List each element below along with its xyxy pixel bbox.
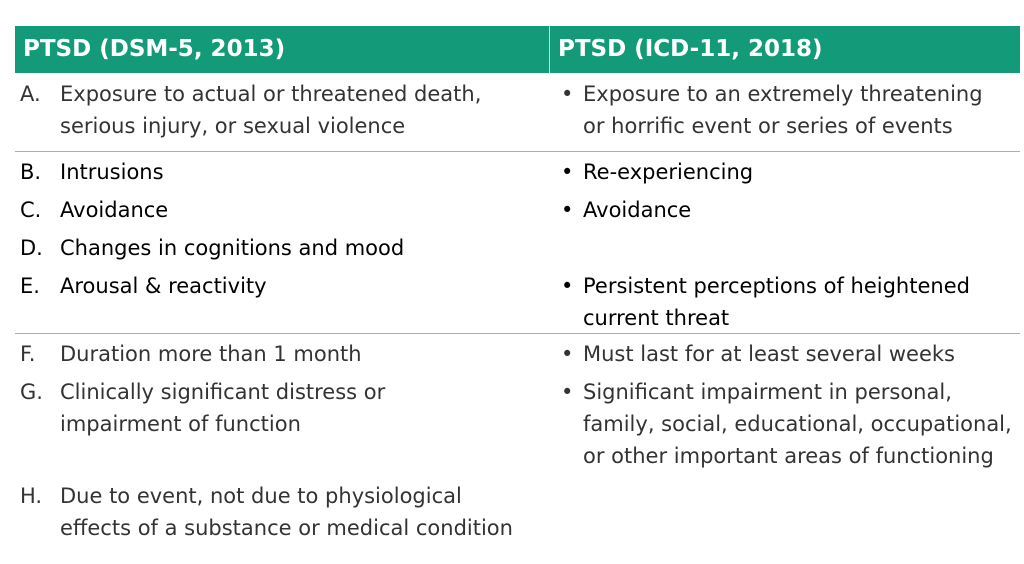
criterion-text: Intrusions	[60, 160, 164, 184]
criterion-text: Significant impairment in personal, family, social, educational, occupational, or other important areas of functioning	[583, 380, 1012, 468]
criterion-text: Exposure to actual or threatened death, serious injury, or sexual violence	[60, 82, 482, 138]
criterion-item	[555, 338, 1020, 370]
bullet-marker: •	[561, 82, 574, 106]
dsm5-column	[15, 78, 551, 151]
criterion-text: Exposure to an extremely threatening or horrific event or series of events	[583, 82, 983, 138]
bullet-marker: •	[561, 198, 574, 222]
bullet-marker: •	[561, 380, 574, 404]
criterion-text: Re-experiencing	[583, 160, 754, 184]
criteria-section-duration	[15, 334, 1020, 544]
criterion-text: Due to event, not due to physiological effects of a substance or medical condition	[60, 484, 513, 540]
criterion-text: Duration more than 1 month	[60, 342, 362, 366]
criterion-text: Persistent perceptions of heightened current threat	[583, 274, 970, 330]
criteria-section-symptoms	[15, 152, 1020, 334]
criterion-marker: E.	[20, 274, 40, 298]
dsm5-column-header: PTSD (DSM-5, 2013)	[15, 26, 550, 73]
criterion-marker: A.	[20, 82, 41, 106]
icd11-column-header: PTSD (ICD-11, 2018)	[558, 36, 823, 62]
criterion-marker: B.	[20, 160, 42, 184]
criterion-text: Must last for at least several weeks	[583, 342, 955, 366]
bullet-marker: •	[561, 342, 574, 366]
criterion-marker: F.	[20, 342, 36, 366]
icd11-column	[551, 156, 1020, 333]
criterion-marker: G.	[20, 380, 43, 404]
criterion-item	[20, 480, 551, 544]
criterion-item	[555, 156, 1020, 188]
dsm5-column	[15, 156, 551, 333]
criterion-item	[20, 194, 551, 226]
criterion-item	[20, 78, 551, 142]
criterion-item	[20, 270, 551, 302]
bullet-marker: •	[561, 160, 574, 184]
criterion-text: Clinically significant distress or impairment of function	[60, 380, 386, 436]
criterion-item	[20, 156, 551, 188]
table-header	[15, 26, 1020, 73]
criterion-text: Arousal & reactivity	[60, 274, 267, 298]
criterion-item	[555, 78, 1020, 142]
criterion-item	[555, 376, 1020, 472]
criterion-item	[555, 270, 1020, 334]
bullet-marker: •	[561, 274, 574, 298]
criteria-section-exposure	[15, 73, 1020, 152]
icd11-column	[551, 338, 1020, 544]
criterion-item	[20, 376, 551, 440]
icd11-column	[551, 78, 1020, 151]
criterion-marker: C.	[20, 198, 42, 222]
criterion-text: Avoidance	[60, 198, 169, 222]
comparison-table	[15, 26, 1020, 544]
criterion-text: Changes in cognitions and mood	[60, 236, 405, 260]
criterion-item	[555, 194, 1020, 226]
dsm5-column	[15, 338, 551, 544]
criterion-item	[20, 232, 551, 264]
criterion-text: Avoidance	[583, 198, 692, 222]
criterion-marker: H.	[20, 484, 43, 508]
criterion-marker: D.	[20, 236, 43, 260]
criterion-item	[20, 338, 551, 370]
